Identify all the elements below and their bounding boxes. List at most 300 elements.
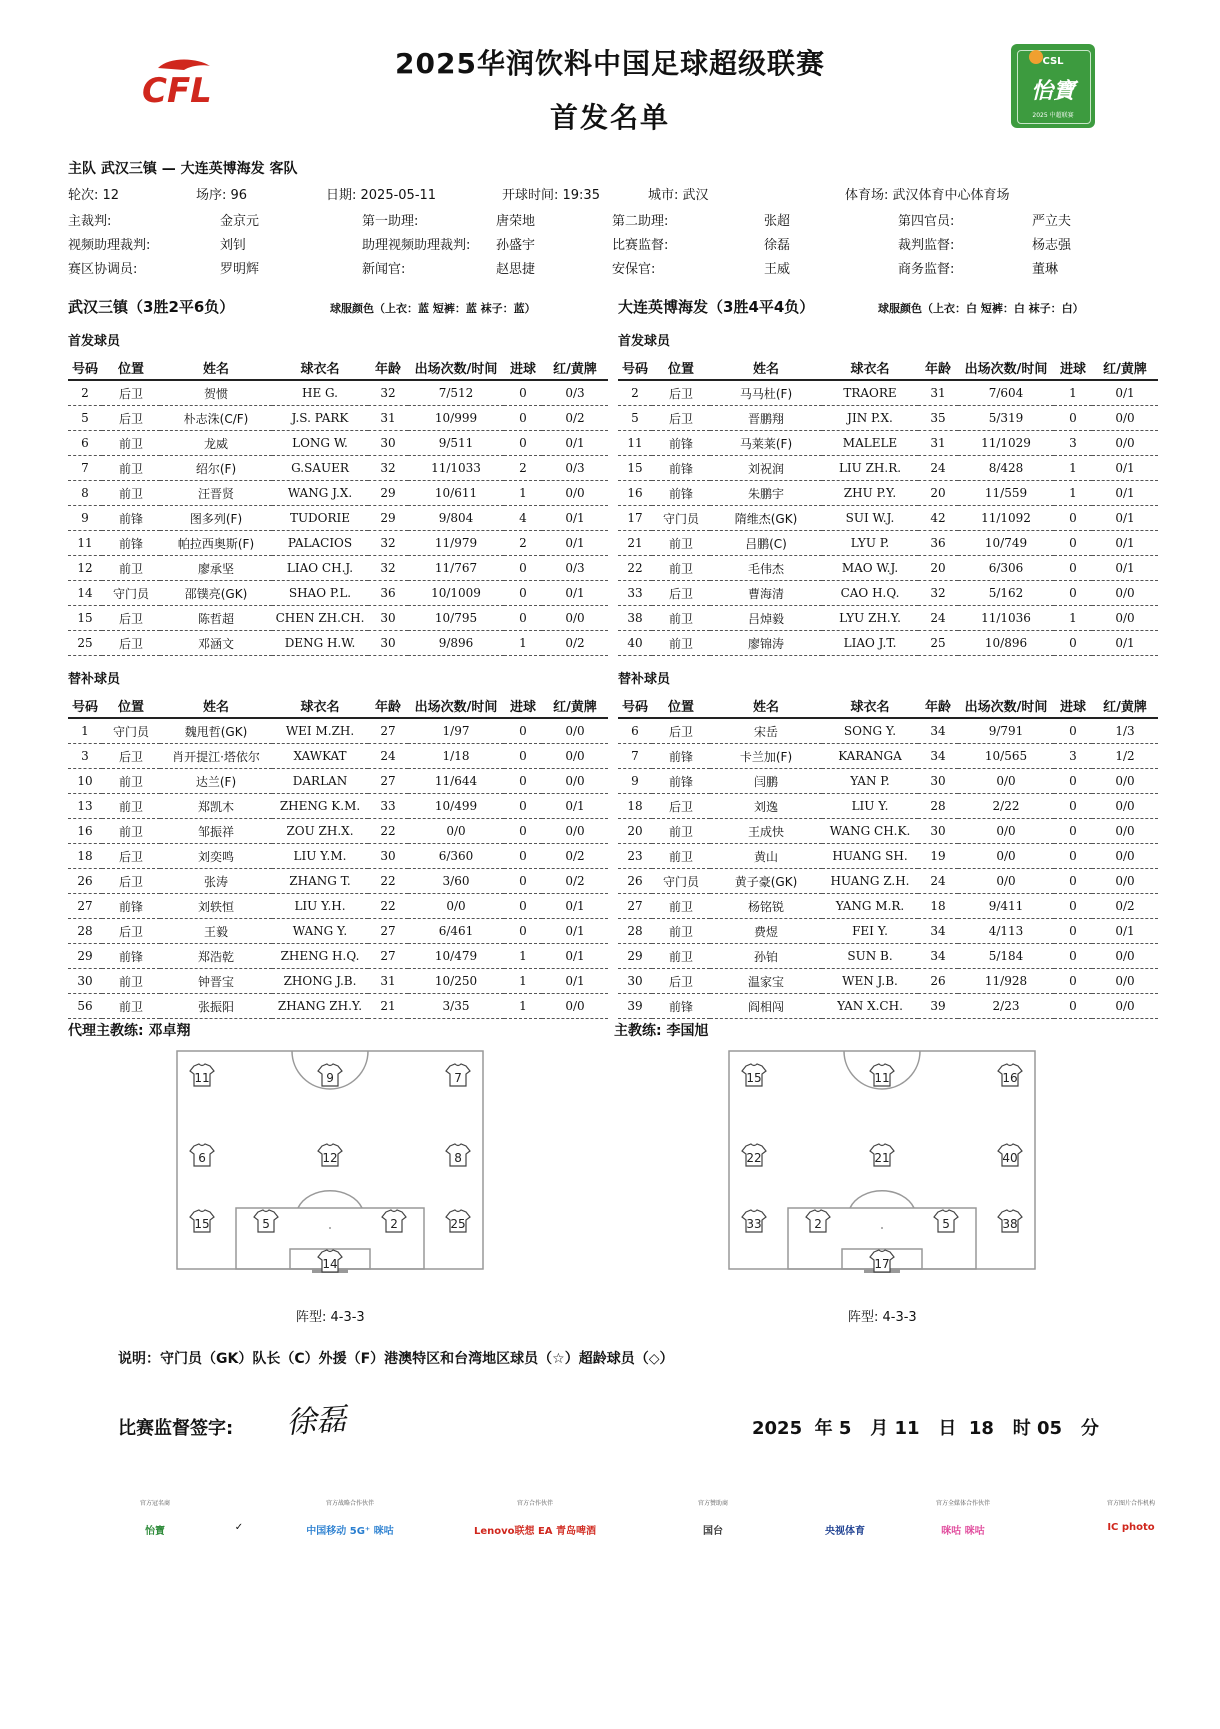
- penalty-spot: [881, 1227, 883, 1229]
- player-cell: 7/512: [408, 380, 504, 406]
- csl-logo: [1011, 44, 1095, 128]
- column-header: 球衣名: [272, 356, 368, 380]
- player-row: [68, 631, 608, 656]
- column-header: 号码: [68, 694, 102, 718]
- player-row: [68, 481, 608, 506]
- player-cell: 32: [368, 556, 408, 581]
- player-cell: 4/113: [958, 919, 1054, 944]
- official-label: 赛区协调员:: [68, 262, 138, 277]
- column-header: 红/黄牌: [542, 356, 608, 380]
- player-cell: 9/804: [408, 506, 504, 531]
- player-cell: 0/1: [1092, 506, 1158, 531]
- player-cell: 0/0: [1092, 431, 1158, 456]
- player-jersey-icon: [870, 1064, 894, 1086]
- player-cell: 张涛: [160, 869, 272, 894]
- player-cell: 帕拉西奥斯(F): [160, 531, 272, 556]
- player-row: [618, 819, 1158, 844]
- official-name: 王威: [764, 262, 791, 277]
- player-row: [68, 894, 608, 919]
- player-cell: 0/2: [542, 844, 608, 869]
- player-cell: 2: [504, 531, 542, 556]
- jersey-number: 11: [194, 1071, 210, 1085]
- player-cell: HE G.: [272, 380, 368, 406]
- player-cell: ZHANG T.: [272, 869, 368, 894]
- player-cell: 38: [618, 606, 652, 631]
- home-coach: 代理主教练: 邓卓翔: [68, 1023, 191, 1039]
- sponsor-logo: 国台: [703, 1526, 723, 1537]
- table-header-row: [68, 694, 608, 718]
- player-cell: 29: [368, 506, 408, 531]
- player-cell: 1/3: [1092, 718, 1158, 744]
- player-cell: 22: [368, 819, 408, 844]
- jersey-number: 7: [454, 1071, 462, 1085]
- player-cell: 10/611: [408, 481, 504, 506]
- player-cell: 0: [504, 718, 542, 744]
- player-cell: 10/896: [958, 631, 1054, 656]
- away-subs-table: [618, 694, 1158, 1019]
- player-row: [618, 869, 1158, 894]
- player-cell: TUDORIE: [272, 506, 368, 531]
- player-cell: 33: [368, 794, 408, 819]
- player-cell: 11/928: [958, 969, 1054, 994]
- player-jersey-icon: [382, 1210, 406, 1232]
- player-cell: 7: [618, 744, 652, 769]
- player-cell: 10/250: [408, 969, 504, 994]
- kickoff-time: 开球时间: 19:35: [502, 188, 600, 203]
- home-starters-table: [68, 356, 608, 656]
- player-row: [68, 506, 608, 531]
- player-cell: 达兰(F): [160, 769, 272, 794]
- player-cell: ZHANG ZH.Y.: [272, 994, 368, 1019]
- column-header: 红/黄牌: [542, 694, 608, 718]
- match-number: 场序: 96: [196, 188, 248, 203]
- player-cell: LYU ZH.Y.: [822, 606, 918, 631]
- player-jersey-icon: [742, 1144, 766, 1166]
- player-cell: 后卫: [652, 718, 710, 744]
- player-cell: ZHU P.Y.: [822, 481, 918, 506]
- player-cell: 邓涵文: [160, 631, 272, 656]
- player-cell: 后卫: [652, 969, 710, 994]
- player-cell: 后卫: [102, 919, 160, 944]
- sponsor-category: 官方冠名商: [139, 1500, 170, 1507]
- player-row: [618, 769, 1158, 794]
- player-row: [68, 718, 608, 744]
- player-jersey-icon: [446, 1064, 470, 1086]
- csl-logo-abbr: CSL: [1042, 56, 1064, 67]
- player-jersey-icon: [998, 1210, 1022, 1232]
- player-cell: 守门员: [652, 869, 710, 894]
- official-label: 裁判监督:: [898, 238, 955, 253]
- official-name: 张超: [764, 214, 791, 229]
- player-jersey-icon: [318, 1064, 342, 1086]
- player-cell: 1: [504, 944, 542, 969]
- player-cell: 杨铭锐: [710, 894, 822, 919]
- away-formation-pitch: [728, 1050, 1036, 1278]
- player-cell: 3/60: [408, 869, 504, 894]
- player-cell: 0/2: [1092, 894, 1158, 919]
- player-cell: 后卫: [102, 380, 160, 406]
- player-cell: 1: [1054, 456, 1092, 481]
- player-cell: 11/1033: [408, 456, 504, 481]
- player-cell: 费煜: [710, 919, 822, 944]
- player-cell: 30: [918, 819, 958, 844]
- player-cell: 0/0: [542, 819, 608, 844]
- player-row: [68, 556, 608, 581]
- player-cell: 31: [918, 431, 958, 456]
- player-cell: 15: [618, 456, 652, 481]
- player-cell: ZHENG H.Q.: [272, 944, 368, 969]
- player-cell: 56: [68, 994, 102, 1019]
- player-cell: 34: [918, 944, 958, 969]
- player-cell: 18: [68, 844, 102, 869]
- player-cell: 27: [368, 718, 408, 744]
- player-cell: 34: [918, 919, 958, 944]
- player-row: [68, 606, 608, 631]
- player-cell: 10/749: [958, 531, 1054, 556]
- player-cell: 前卫: [102, 819, 160, 844]
- official-name: 金京元: [220, 214, 260, 229]
- player-row: [618, 794, 1158, 819]
- player-jersey-icon: [254, 1210, 278, 1232]
- table-header-row: [618, 694, 1158, 718]
- player-cell: 0/0: [1092, 844, 1158, 869]
- player-cell: 邵镤亮(GK): [160, 581, 272, 606]
- column-header: 出场次数/时间: [958, 356, 1054, 380]
- player-cell: 0/2: [542, 631, 608, 656]
- player-cell: 0/0: [408, 894, 504, 919]
- player-cell: 29: [68, 944, 102, 969]
- column-header: 出场次数/时间: [958, 694, 1054, 718]
- jersey-number: 11: [874, 1071, 890, 1085]
- player-cell: 吕焯毅: [710, 606, 822, 631]
- player-cell: 5/319: [958, 406, 1054, 431]
- player-cell: 前卫: [102, 556, 160, 581]
- player-cell: 9/511: [408, 431, 504, 456]
- player-cell: 0: [1054, 819, 1092, 844]
- player-jersey-icon: [446, 1144, 470, 1166]
- player-cell: ZOU ZH.X.: [272, 819, 368, 844]
- player-jersey-icon: [190, 1210, 214, 1232]
- player-row: [68, 431, 608, 456]
- jersey-number: 22: [746, 1151, 762, 1165]
- player-cell: 闫鹏: [710, 769, 822, 794]
- player-row: [618, 606, 1158, 631]
- player-jersey-icon: [318, 1144, 342, 1166]
- player-cell: 42: [918, 506, 958, 531]
- player-cell: 0: [1054, 994, 1092, 1019]
- player-row: [618, 581, 1158, 606]
- column-header: 进球: [504, 694, 542, 718]
- player-cell: 后卫: [652, 794, 710, 819]
- player-cell: 前卫: [652, 631, 710, 656]
- player-cell: 1/97: [408, 718, 504, 744]
- player-cell: 20: [918, 481, 958, 506]
- player-cell: 邹振祥: [160, 819, 272, 844]
- player-cell: 0: [504, 380, 542, 406]
- player-cell: 27: [368, 919, 408, 944]
- player-cell: 0/0: [542, 744, 608, 769]
- player-cell: 肖开提江·塔依尔: [160, 744, 272, 769]
- player-jersey-icon: [318, 1250, 342, 1272]
- player-cell: 黄山: [710, 844, 822, 869]
- player-cell: 3/35: [408, 994, 504, 1019]
- player-cell: 毛伟杰: [710, 556, 822, 581]
- player-cell: 吕鹏(C): [710, 531, 822, 556]
- table-header-row: [68, 356, 608, 380]
- player-cell: 0/1: [1092, 631, 1158, 656]
- player-cell: 19: [918, 844, 958, 869]
- player-cell: 0/0: [1092, 769, 1158, 794]
- player-cell: 刘奕鸣: [160, 844, 272, 869]
- player-row: [68, 581, 608, 606]
- player-cell: 0/1: [1092, 556, 1158, 581]
- player-row: [68, 919, 608, 944]
- player-cell: 马莱莱(F): [710, 431, 822, 456]
- official-label: 安保官:: [612, 262, 656, 277]
- player-cell: 21: [368, 994, 408, 1019]
- player-cell: 廖承坚: [160, 556, 272, 581]
- player-cell: 2/23: [958, 994, 1054, 1019]
- player-row: [68, 744, 608, 769]
- player-cell: 晋鹏翔: [710, 406, 822, 431]
- column-header: 号码: [68, 356, 102, 380]
- player-cell: 前锋: [652, 994, 710, 1019]
- player-cell: 1: [504, 969, 542, 994]
- sponsor-logo: 咪咕 咪咕: [941, 1526, 985, 1537]
- player-cell: 刘轶恒: [160, 894, 272, 919]
- player-cell: G.SAUER: [272, 456, 368, 481]
- player-cell: 32: [368, 380, 408, 406]
- player-cell: LIAO CH.J.: [272, 556, 368, 581]
- player-cell: 1: [504, 481, 542, 506]
- column-header: 姓名: [710, 694, 822, 718]
- player-cell: WEN J.B.: [822, 969, 918, 994]
- league-title: 2025华润饮料中国足球超级联赛: [395, 47, 825, 80]
- player-cell: 1: [1054, 380, 1092, 406]
- player-cell: 0: [1054, 718, 1092, 744]
- player-cell: 31: [368, 969, 408, 994]
- player-cell: 36: [918, 531, 958, 556]
- player-cell: 6: [618, 718, 652, 744]
- match-date: 日期: 2025-05-11: [326, 188, 437, 203]
- player-cell: 28: [618, 919, 652, 944]
- player-cell: 8: [68, 481, 102, 506]
- player-cell: 14: [68, 581, 102, 606]
- player-cell: 31: [368, 406, 408, 431]
- sponsor-logo: IC photo: [1107, 1522, 1155, 1533]
- player-cell: 守门员: [652, 506, 710, 531]
- player-cell: 前卫: [102, 456, 160, 481]
- player-cell: 后卫: [102, 631, 160, 656]
- player-cell: 1/18: [408, 744, 504, 769]
- table-header-row: [618, 356, 1158, 380]
- player-cell: 10/999: [408, 406, 504, 431]
- player-cell: LYU P.: [822, 531, 918, 556]
- home-team-record: 武汉三镇（3胜2平6负）: [68, 298, 235, 316]
- player-cell: 0: [1054, 944, 1092, 969]
- player-cell: 后卫: [102, 606, 160, 631]
- home-formation-pitch: [176, 1050, 484, 1278]
- player-cell: 0: [1054, 556, 1092, 581]
- player-row: [68, 994, 608, 1019]
- player-cell: 10/565: [958, 744, 1054, 769]
- away-coach: 主教练: 李国旭: [614, 1023, 709, 1039]
- player-cell: 11/1092: [958, 506, 1054, 531]
- away-starters-table: [618, 356, 1158, 656]
- official-name: 赵思捷: [496, 262, 536, 277]
- player-cell: 0: [1054, 631, 1092, 656]
- player-jersey-icon: [870, 1144, 894, 1166]
- away-starters-label: 首发球员: [618, 334, 671, 349]
- player-cell: WANG CH.K.: [822, 819, 918, 844]
- column-header: 球衣名: [822, 356, 918, 380]
- player-cell: 前卫: [652, 844, 710, 869]
- player-jersey-icon: [190, 1064, 214, 1086]
- player-cell: 7: [68, 456, 102, 481]
- player-cell: 宋岳: [710, 718, 822, 744]
- jersey-number: 15: [746, 1071, 762, 1085]
- player-cell: 阎相闯: [710, 994, 822, 1019]
- player-cell: FEI Y.: [822, 919, 918, 944]
- player-cell: 前锋: [102, 944, 160, 969]
- player-cell: 0/0: [542, 606, 608, 631]
- player-cell: PALACIOS: [272, 531, 368, 556]
- jersey-number: 15: [194, 1217, 210, 1231]
- player-jersey-icon: [806, 1210, 830, 1232]
- official-name: 严立夫: [1032, 214, 1072, 229]
- player-cell: 0/3: [542, 380, 608, 406]
- player-cell: 后卫: [102, 844, 160, 869]
- player-cell: 20: [618, 819, 652, 844]
- official-label: 新闻官:: [362, 262, 406, 277]
- sponsor-logo: Lenovo联想 EA 青岛啤酒: [473, 1526, 597, 1537]
- player-cell: 33: [618, 581, 652, 606]
- player-cell: 图多列(F): [160, 506, 272, 531]
- player-row: [618, 944, 1158, 969]
- player-cell: LIU Y.M.: [272, 844, 368, 869]
- player-cell: 后卫: [102, 869, 160, 894]
- player-cell: 0: [504, 406, 542, 431]
- player-cell: 32: [918, 581, 958, 606]
- player-cell: 1: [1054, 606, 1092, 631]
- player-cell: 11/1029: [958, 431, 1054, 456]
- player-cell: 22: [368, 894, 408, 919]
- official-name: 徐磊: [764, 238, 791, 253]
- player-cell: 前锋: [102, 894, 160, 919]
- player-row: [68, 794, 608, 819]
- player-cell: 守门员: [102, 581, 160, 606]
- player-row: [618, 506, 1158, 531]
- player-row: [68, 531, 608, 556]
- player-row: [618, 431, 1158, 456]
- player-row: [618, 456, 1158, 481]
- player-cell: TRAORE: [822, 380, 918, 406]
- player-jersey-icon: [870, 1250, 894, 1272]
- sponsor-category: 官方图片合作机构: [1106, 1500, 1155, 1507]
- player-cell: 前卫: [102, 431, 160, 456]
- player-row: [68, 844, 608, 869]
- column-header: 红/黄牌: [1092, 356, 1158, 380]
- official-label: 第四官员:: [898, 214, 955, 229]
- player-cell: 2: [68, 380, 102, 406]
- player-cell: 前卫: [652, 944, 710, 969]
- player-cell: MAO W.J.: [822, 556, 918, 581]
- player-cell: 隋维杰(GK): [710, 506, 822, 531]
- jersey-number: 9: [326, 1071, 334, 1085]
- official-label: 视频助理裁判:: [68, 238, 151, 253]
- away-team-record: 大连英博海发（3胜4平4负）: [618, 298, 815, 316]
- player-cell: 卡兰加(F): [710, 744, 822, 769]
- player-cell: 3: [68, 744, 102, 769]
- player-cell: 0: [504, 819, 542, 844]
- player-cell: 王毅: [160, 919, 272, 944]
- player-cell: 39: [618, 994, 652, 1019]
- player-cell: LONG W.: [272, 431, 368, 456]
- player-cell: 0/1: [1092, 531, 1158, 556]
- player-cell: 30: [368, 844, 408, 869]
- player-cell: 朱鹏宇: [710, 481, 822, 506]
- player-cell: SUN B.: [822, 944, 918, 969]
- player-cell: 0/3: [542, 456, 608, 481]
- player-cell: 0: [1054, 769, 1092, 794]
- player-cell: 0/1: [542, 531, 608, 556]
- player-cell: 前卫: [652, 894, 710, 919]
- player-cell: 30: [68, 969, 102, 994]
- player-cell: 朴志洙(C/F): [160, 406, 272, 431]
- player-cell: 0: [1054, 919, 1092, 944]
- player-row: [618, 844, 1158, 869]
- city: 城市: 武汉: [648, 188, 709, 203]
- player-cell: 10/795: [408, 606, 504, 631]
- jersey-number: 5: [262, 1217, 270, 1231]
- player-row: [618, 994, 1158, 1019]
- player-cell: 10: [68, 769, 102, 794]
- player-row: [618, 556, 1158, 581]
- column-header: 进球: [504, 356, 542, 380]
- player-cell: CHEN ZH.CH.: [272, 606, 368, 631]
- player-cell: 29: [618, 944, 652, 969]
- player-cell: 0/1: [542, 969, 608, 994]
- column-header: 位置: [102, 356, 160, 380]
- legend-note: 说明：守门员（GK）队长（C）外援（F）港澳特区和台湾地区球员（☆）超龄球员（◇）: [118, 1351, 674, 1367]
- official-label: 第二助理:: [612, 214, 669, 229]
- column-header: 进球: [1054, 356, 1092, 380]
- player-cell: 0/1: [1092, 380, 1158, 406]
- away-kit-colors: 球服颜色（上衣：白 短裤：白 袜子：白）: [878, 302, 1084, 315]
- jersey-number: 16: [1002, 1071, 1018, 1085]
- player-cell: 11: [618, 431, 652, 456]
- player-row: [68, 456, 608, 481]
- player-row: [68, 969, 608, 994]
- column-header: 球衣名: [822, 694, 918, 718]
- player-cell: 贺惯: [160, 380, 272, 406]
- player-row: [618, 531, 1158, 556]
- player-cell: 刘祝润: [710, 456, 822, 481]
- player-row: [618, 894, 1158, 919]
- player-cell: 0/3: [542, 556, 608, 581]
- sponsor-category: 官方合作伙伴: [516, 1500, 553, 1507]
- jersey-number: 14: [322, 1257, 338, 1271]
- player-cell: 6/360: [408, 844, 504, 869]
- player-cell: YANG M.R.: [822, 894, 918, 919]
- player-cell: 温家宝: [710, 969, 822, 994]
- player-cell: 11: [68, 531, 102, 556]
- player-cell: 30: [918, 769, 958, 794]
- player-cell: 王成快: [710, 819, 822, 844]
- jersey-number: 8: [454, 1151, 462, 1165]
- player-cell: 后卫: [652, 406, 710, 431]
- player-cell: 黄子豪(GK): [710, 869, 822, 894]
